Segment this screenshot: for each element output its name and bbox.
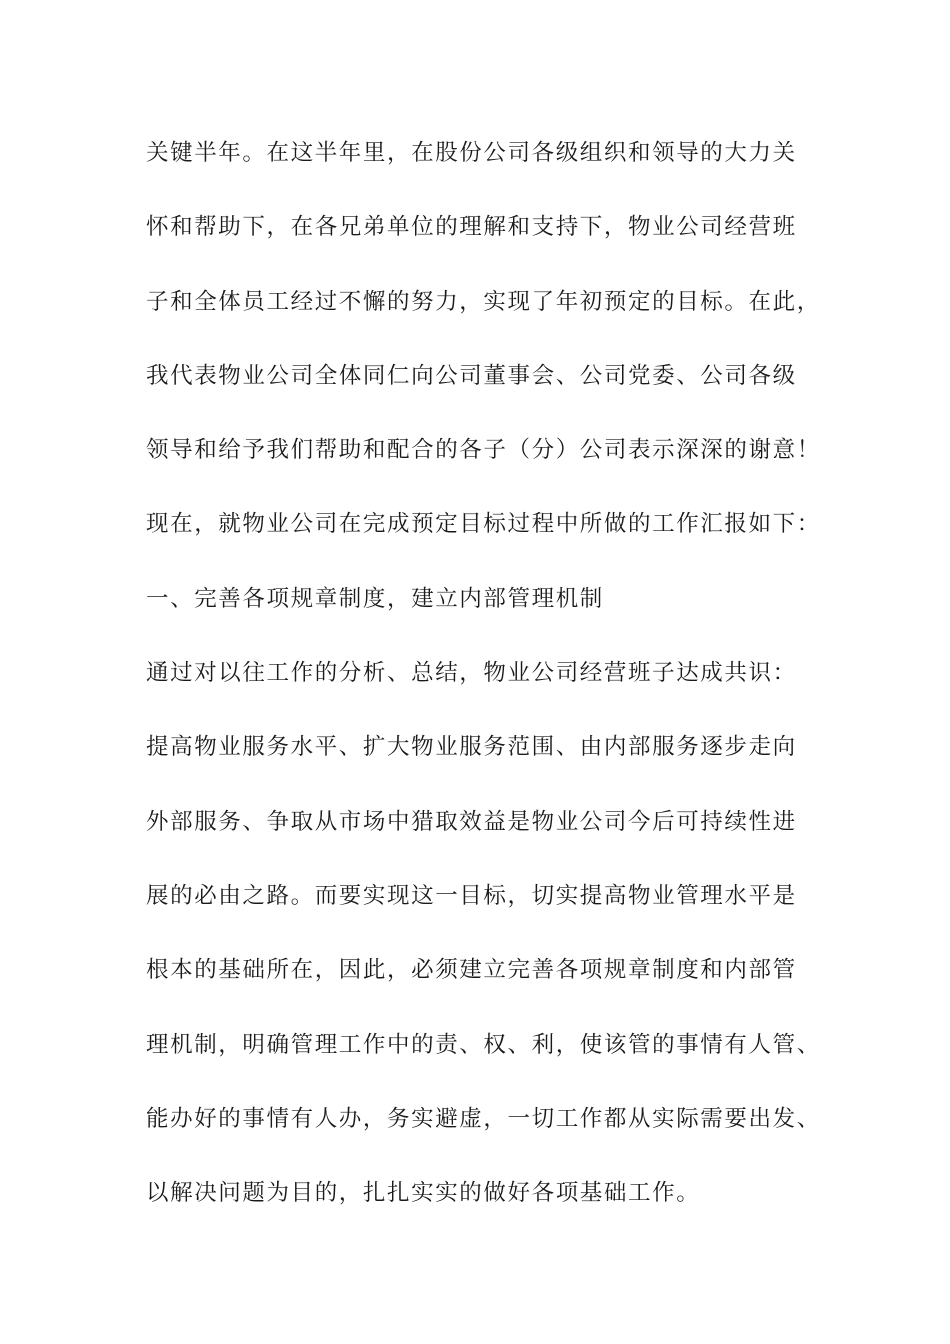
text-line-10: 外部服务、争取从市场中猎取效益是物业公司今后可持续性进 [146, 808, 797, 835]
text-line-8: 通过对以往工作的分析、总结，物业公司经营班子达成共识： [146, 660, 797, 687]
text-line-1: 关键半年。在这半年里，在股份公司各级组织和领导的大力关 [146, 140, 797, 166]
text-line-15: 以解决问题为目的，扎扎实实的做好各项基础工作。 [146, 1180, 701, 1207]
text-line-5: 领导和给予我们帮助和配合的各子（分）公司表示深深的谢意！ [146, 437, 821, 464]
text-line-12: 根本的基础所在，因此，必须建立完善各项规章制度和内部管 [146, 957, 797, 984]
text-line-3: 子和全体员工经过不懈的努力，实现了年初预定的目标。在此， [146, 288, 821, 315]
text-line-9: 提高物业服务水平、扩大物业服务范围、由内部服务逐步走向 [146, 734, 797, 761]
text-line-11: 展的必由之路。而要实现这一目标，切实提高物业管理水平是 [146, 882, 797, 909]
body-text [146, 133, 846, 1247]
text-line-2: 怀和帮助下，在各兄弟单位的理解和支持下，物业公司经营班 [146, 214, 797, 241]
text-line-14: 能办好的事情有人办，务实避虚，一切工作都从实际需要出发、 [146, 1105, 821, 1132]
text-line-4: 我代表物业公司全体同仁向公司董事会、公司党委、公司各级 [146, 362, 797, 389]
text-line-6: 现在，就物业公司在完成预定目标过程中所做的工作汇报如下： [146, 511, 821, 538]
section-heading: 一、完善各项规章制度，建立内部管理机制 [146, 585, 604, 612]
text-line-13: 理机制，明确管理工作中的责、权、利，使该管的事情有人管、 [146, 1031, 821, 1058]
